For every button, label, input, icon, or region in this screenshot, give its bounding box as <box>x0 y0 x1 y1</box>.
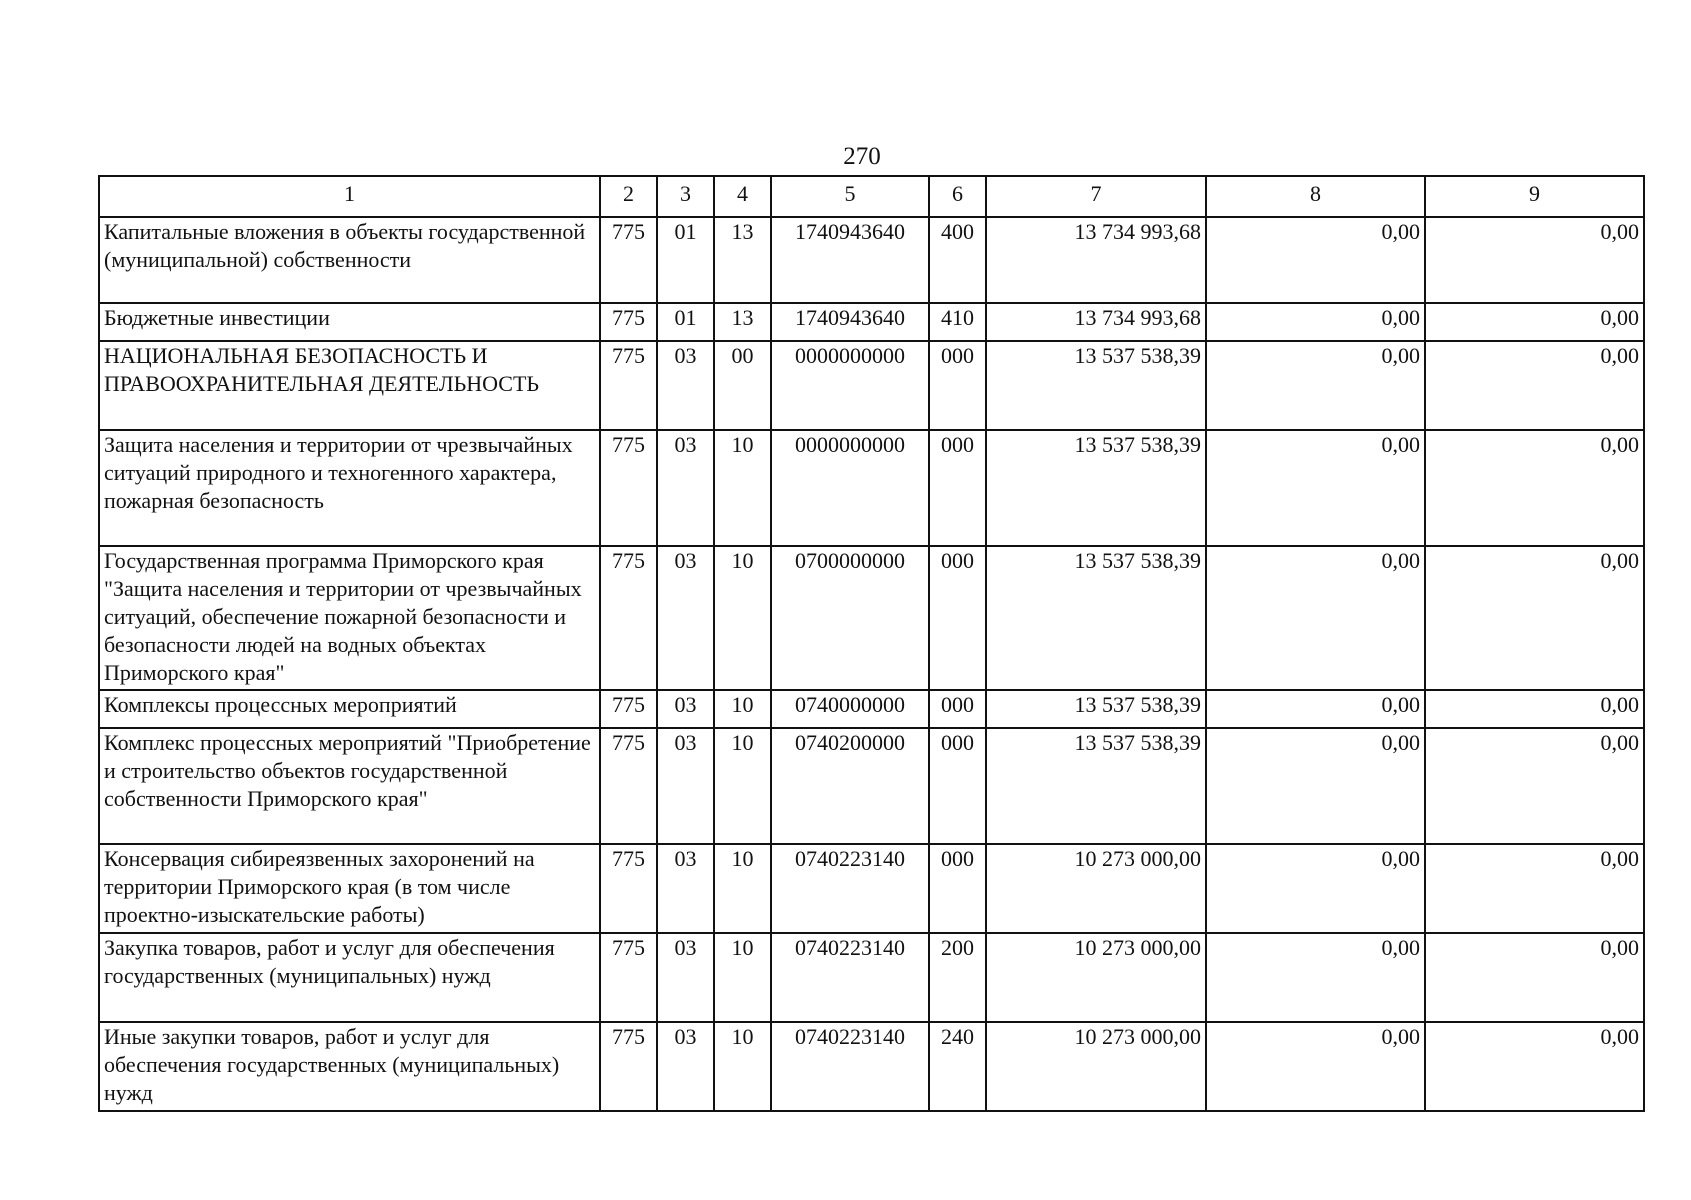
code-section: 03 <box>657 546 714 690</box>
table-row <box>99 217 1644 303</box>
code-section: 03 <box>657 1022 714 1111</box>
row-name: Иные закупки товаров, работ и услуг для обеспечения государственных (муниципальных) нужд <box>99 1022 600 1111</box>
amount-col8: 0,00 <box>1206 303 1425 341</box>
code-target: 0000000000 <box>771 341 929 430</box>
table-row <box>99 303 1644 341</box>
code-target: 0740223140 <box>771 844 929 933</box>
amount-col8: 0,00 <box>1206 690 1425 728</box>
table-row <box>99 341 1644 430</box>
code-target: 0740200000 <box>771 728 929 844</box>
amount-col9: 0,00 <box>1425 728 1644 844</box>
code-target: 0700000000 <box>771 546 929 690</box>
amount-col7: 10 273 000,00 <box>986 1022 1206 1111</box>
code-expense-type: 000 <box>929 690 986 728</box>
code-grbs: 775 <box>600 546 657 690</box>
amount-col7: 10 273 000,00 <box>986 844 1206 933</box>
code-target: 1740943640 <box>771 217 929 303</box>
code-subsection: 10 <box>714 430 771 546</box>
row-name: Консервация сибиреязвенных захоронений на территории Приморского края (в том числе проектно-изыскательские работы) <box>99 844 600 933</box>
code-expense-type: 240 <box>929 1022 986 1111</box>
column-header: 1 <box>99 176 600 217</box>
table-row <box>99 844 1644 933</box>
amount-col8: 0,00 <box>1206 1022 1425 1111</box>
row-name: Комплексы процессных мероприятий <box>99 690 600 728</box>
code-grbs: 775 <box>600 341 657 430</box>
amount-col9: 0,00 <box>1425 341 1644 430</box>
code-expense-type: 000 <box>929 728 986 844</box>
row-name: Закупка товаров, работ и услуг для обеспечения государственных (муниципальных) нужд <box>99 933 600 1022</box>
row-name: НАЦИОНАЛЬНАЯ БЕЗОПАСНОСТЬ И ПРАВООХРАНИТЕЛЬНАЯ ДЕЯТЕЛЬНОСТЬ <box>99 341 600 430</box>
code-subsection: 10 <box>714 933 771 1022</box>
table-row <box>99 546 1644 690</box>
code-section: 03 <box>657 728 714 844</box>
page-number: 270 <box>843 143 881 170</box>
budget-table <box>98 175 1645 1112</box>
table-row <box>99 430 1644 546</box>
header-row <box>99 176 1644 217</box>
column-header: 3 <box>657 176 714 217</box>
amount-col9: 0,00 <box>1425 217 1644 303</box>
code-section: 03 <box>657 690 714 728</box>
table-row <box>99 933 1644 1022</box>
code-subsection: 10 <box>714 728 771 844</box>
amount-col7: 13 537 538,39 <box>986 546 1206 690</box>
amount-col9: 0,00 <box>1425 1022 1644 1111</box>
code-subsection: 10 <box>714 1022 771 1111</box>
code-expense-type: 000 <box>929 430 986 546</box>
amount-col9: 0,00 <box>1425 844 1644 933</box>
code-section: 03 <box>657 844 714 933</box>
code-expense-type: 410 <box>929 303 986 341</box>
column-header: 4 <box>714 176 771 217</box>
amount-col8: 0,00 <box>1206 728 1425 844</box>
code-section: 03 <box>657 933 714 1022</box>
column-header: 2 <box>600 176 657 217</box>
amount-col7: 13 734 993,68 <box>986 217 1206 303</box>
amount-col7: 13 734 993,68 <box>986 303 1206 341</box>
amount-col8: 0,00 <box>1206 546 1425 690</box>
code-section: 01 <box>657 303 714 341</box>
table-row <box>99 690 1644 728</box>
code-target: 0000000000 <box>771 430 929 546</box>
code-grbs: 775 <box>600 844 657 933</box>
amount-col8: 0,00 <box>1206 933 1425 1022</box>
amount-col7: 10 273 000,00 <box>986 933 1206 1022</box>
code-grbs: 775 <box>600 303 657 341</box>
code-expense-type: 000 <box>929 341 986 430</box>
row-name: Государственная программа Приморского края "Защита населения и территории от чрезвычайных ситуаций, обеспечение пожарной безопасности и безопасности людей на водных объектах Приморского края" <box>99 546 600 690</box>
amount-col8: 0,00 <box>1206 217 1425 303</box>
code-section: 01 <box>657 217 714 303</box>
code-section: 03 <box>657 430 714 546</box>
code-target: 0740000000 <box>771 690 929 728</box>
code-grbs: 775 <box>600 690 657 728</box>
code-subsection: 13 <box>714 217 771 303</box>
code-subsection: 00 <box>714 341 771 430</box>
code-subsection: 10 <box>714 546 771 690</box>
column-header: 6 <box>929 176 986 217</box>
amount-col7: 13 537 538,39 <box>986 430 1206 546</box>
code-expense-type: 400 <box>929 217 986 303</box>
column-header: 7 <box>986 176 1206 217</box>
code-target: 0740223140 <box>771 1022 929 1111</box>
code-expense-type: 200 <box>929 933 986 1022</box>
code-grbs: 775 <box>600 933 657 1022</box>
code-subsection: 10 <box>714 690 771 728</box>
code-expense-type: 000 <box>929 844 986 933</box>
code-grbs: 775 <box>600 217 657 303</box>
code-section: 03 <box>657 341 714 430</box>
amount-col7: 13 537 538,39 <box>986 341 1206 430</box>
amount-col9: 0,00 <box>1425 303 1644 341</box>
amount-col7: 13 537 538,39 <box>986 690 1206 728</box>
amount-col8: 0,00 <box>1206 430 1425 546</box>
amount-col9: 0,00 <box>1425 933 1644 1022</box>
amount-col8: 0,00 <box>1206 341 1425 430</box>
code-grbs: 775 <box>600 1022 657 1111</box>
code-target: 1740943640 <box>771 303 929 341</box>
code-grbs: 775 <box>600 430 657 546</box>
amount-col9: 0,00 <box>1425 430 1644 546</box>
amount-col8: 0,00 <box>1206 844 1425 933</box>
amount-col9: 0,00 <box>1425 546 1644 690</box>
column-header: 9 <box>1425 176 1644 217</box>
table-row <box>99 1022 1644 1111</box>
row-name: Комплекс процессных мероприятий "Приобретение и строительство объектов государственной собственности Приморского края" <box>99 728 600 844</box>
row-name: Капитальные вложения в объекты государственной (муниципальной) собственности <box>99 217 600 303</box>
code-subsection: 13 <box>714 303 771 341</box>
column-header: 8 <box>1206 176 1425 217</box>
row-name: Бюджетные инвестиции <box>99 303 600 341</box>
column-header: 5 <box>771 176 929 217</box>
row-name: Защита населения и территории от чрезвычайных ситуаций природного и техногенного характера, пожарная безопасность <box>99 430 600 546</box>
table-row <box>99 728 1644 844</box>
amount-col9: 0,00 <box>1425 690 1644 728</box>
code-subsection: 10 <box>714 844 771 933</box>
amount-col7: 13 537 538,39 <box>986 728 1206 844</box>
code-grbs: 775 <box>600 728 657 844</box>
code-target: 0740223140 <box>771 933 929 1022</box>
code-expense-type: 000 <box>929 546 986 690</box>
